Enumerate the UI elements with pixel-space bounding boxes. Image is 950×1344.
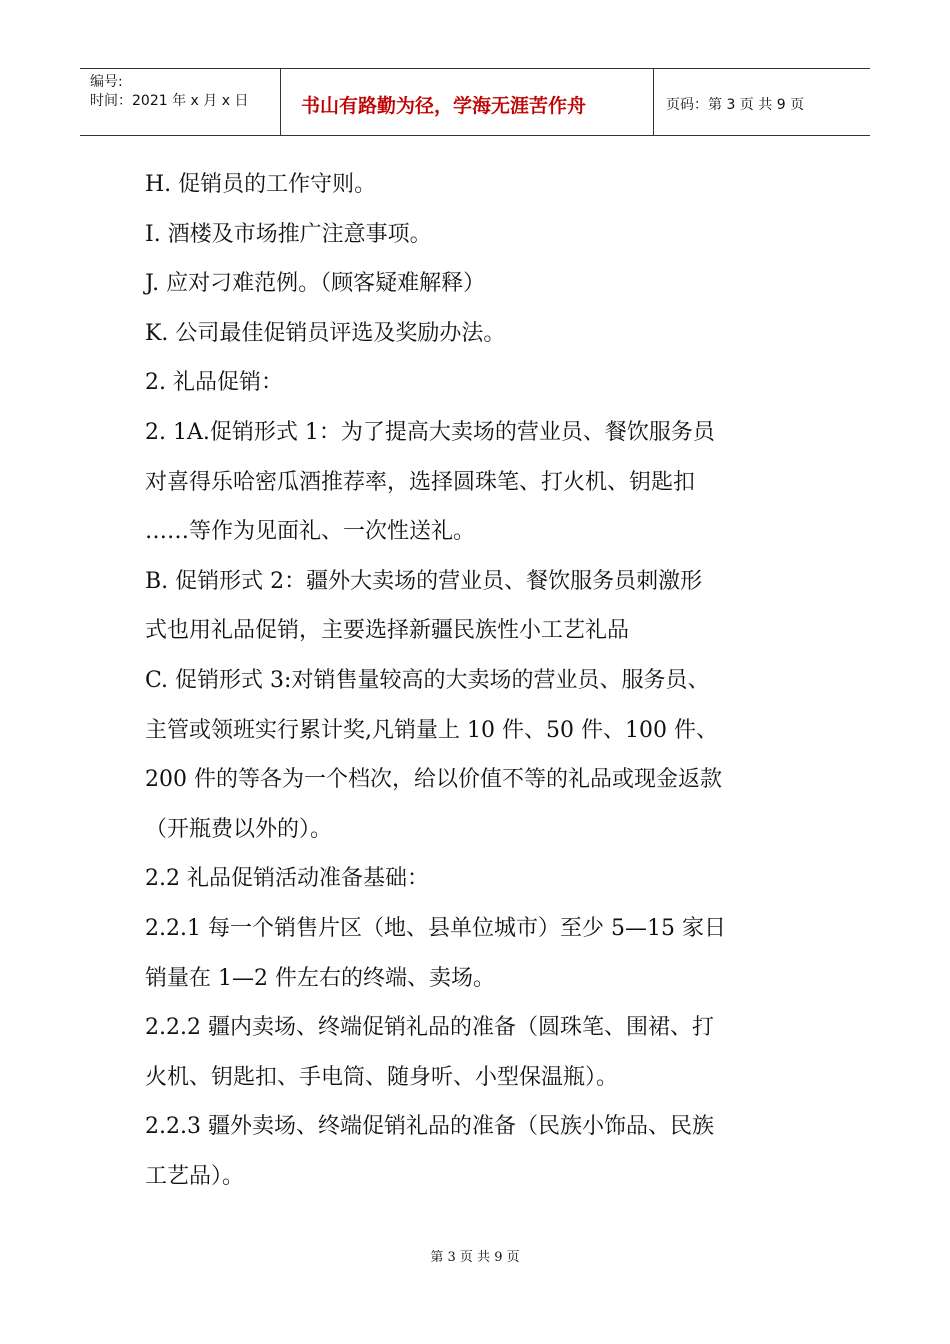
text-line: 火机、钥匙扣、手电筒、随身听、小型保温瓶）。 <box>145 1064 619 1090</box>
page-footer <box>0 1246 950 1265</box>
document-body <box>145 160 835 1201</box>
text-line: 工艺品）。 <box>145 1163 245 1189</box>
header-motto: 书山有路勤为径，学海无涯苦作舟 <box>301 95 587 117</box>
text-line: 主管或领班实行累计奖,凡销量上 10 件、50 件、100 件、 <box>145 717 718 743</box>
text-line: 2. 礼品促销： <box>145 370 283 396</box>
text-line: B. 促销形式 2：疆外大卖场的营业员、餐饮服务员刺激形 <box>145 568 703 594</box>
text-line: C. 促销形式 3:对销售量较高的大卖场的营业员、服务员、 <box>145 667 710 693</box>
document-time-label: 时间：2021 年 x 月 x 日 <box>90 93 249 109</box>
text-line: 式也用礼品促销，主要选择新疆民族性小工艺礼品 <box>145 618 630 644</box>
text-line: ……等作为见面礼、一次性送礼。 <box>145 519 476 545</box>
header-motto-cell <box>281 69 654 135</box>
text-line: 2.2.1 每一个销售片区（地、县单位城市）至少 5—15 家日 <box>145 915 726 941</box>
header-meta <box>80 69 281 135</box>
text-line: 销量在 1—2 件左右的终端、卖场。 <box>145 965 495 991</box>
text-line: I. 酒楼及市场推广注意事项。 <box>145 221 432 247</box>
text-line: （开瓶费以外的）。 <box>145 816 333 842</box>
footer-page-number: 第 3 页 共 9 页 <box>430 1250 520 1265</box>
header-page-info: 页码：第 3 页 共 9 页 <box>666 97 805 113</box>
text-line: 对喜得乐哈密瓜酒推荐率，选择圆珠笔、打火机、钥匙扣 <box>145 469 696 495</box>
text-line: 2.2 礼品促销活动准备基础： <box>145 866 429 892</box>
text-line: 2.2.2 疆内卖场、终端促销礼品的准备（圆珠笔、围裙、打 <box>145 1015 714 1041</box>
text-line: J. 应对刁难范例。（顾客疑难解释） <box>145 271 486 297</box>
text-line: 2. 1A.促销形式 1：为了提高大卖场的营业员、餐饮服务员 <box>145 419 715 445</box>
text-line: 2.2.3 疆外卖场、终端促销礼品的准备（民族小饰品、民族 <box>145 1114 714 1140</box>
header-page-cell <box>654 69 870 135</box>
text-line: 200 件的等各为一个档次，给以价值不等的礼品或现金返款 <box>145 767 722 793</box>
text-line: K. 公司最佳促销员评选及奖励办法。 <box>145 320 506 346</box>
page-header <box>80 68 870 136</box>
document-number-label: 编号: <box>90 74 123 90</box>
text-line: H. 促销员的工作守则。 <box>145 172 377 197</box>
